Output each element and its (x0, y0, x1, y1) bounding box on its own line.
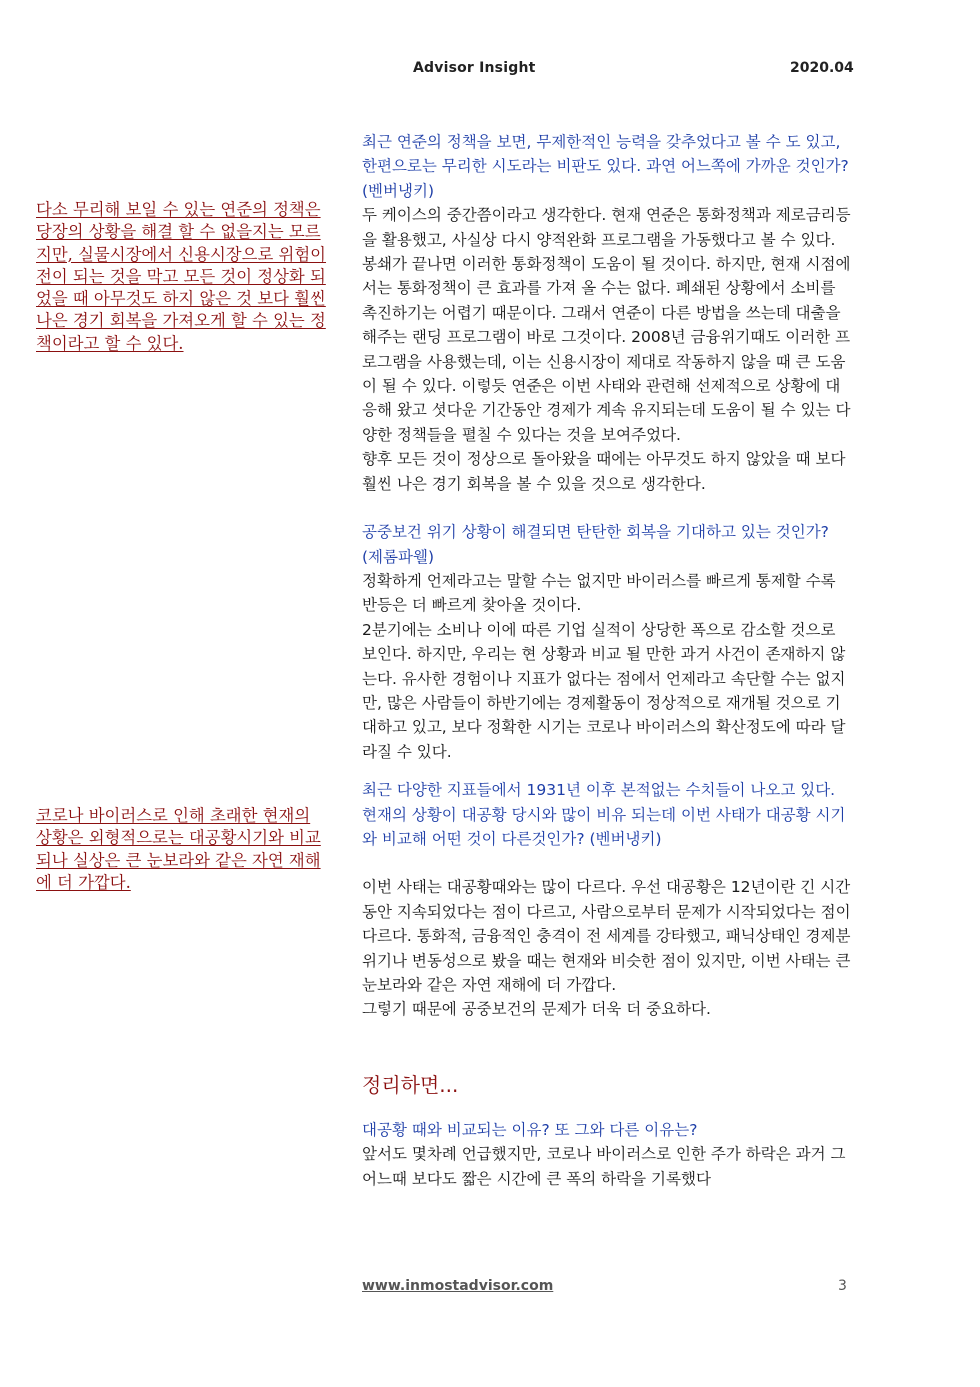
interview-question: 최근 다양한 지표들에서 1931년 이후 본적없는 수치들이 나오고 있다. 현재의 상황이 대공황 당시와 많이 비유 되는데 이번 사태가 대공황 시기와 비교해 어떤 것이 다른것인가? (벤버냉키) (362, 781, 846, 848)
qa-block-recovery (362, 520, 852, 764)
interview-answer: 두 케이스의 중간쯤이라고 생각한다. 현재 연준은 통화정책과 제로금리등을 활용했고, 사실상 다시 양적완화 프로그램을 가동했다고 볼 수 있다. 봉쇄가 끝나면 이러한 통화정책이 도움이 될 것이다. 하지만, 현재 시점에서는 통화정책이 큰 효과를 가져 올 수는 없다. 폐쇄된 상황에서 소비를 촉진하기는 어렵기 때문이다. 그래서 연준이 다른 방법을 쓰는데 대출을 해주는 랜딩 프로그램이 바로 그것이다. 2008년 금융위기때도 이러한 프로그램을 사용했는데, 이는 신용시장이 제대로 작동하지 않을 때 큰 도움이 될 수 있다. 이렇듯 연준은 이번 사태와 관련해 선제적으로 상황에 대응해 왔고 셧다운 기간동안 경제가 계속 유지되는데 도움이 될 수 있는 다양한 정책들을 펼칠 수 있다는 것을 보여주었다. (362, 206, 851, 444)
qa-block-great-depression (362, 778, 852, 1022)
summary-section (362, 1070, 852, 1191)
interview-answer: 이번 사태는 대공황때와는 많이 다르다. 우선 대공황은 12년이란 긴 시간동안 지속되었다는 점이 다르고, 사람으로부터 문제가 시작되었다는 점이 다르다. 통화적, 금융적인 충격이 전 세계를 강타했고, 패닉상태인 경제분위기나 변동성으로 봤을 때는 현재와 비슷한 점이 있지만, 이번 사태는 큰 눈보라와 같은 자연 재해에 더 가깝다. (362, 878, 851, 994)
header-date: 2020.04 (790, 60, 854, 76)
summary-answer: 앞서도 몇차례 언급했지만, 코로나 바이러스로 인한 주가 하락은 과거 그 어느때 보다도 짧은 시간에 큰 폭의 하락을 기록했다 (362, 1145, 846, 1188)
section-heading: 정리하면... (362, 1072, 459, 1097)
footer-website-link[interactable]: www.inmostadvisor.com (362, 1278, 554, 1294)
interview-question: 공중보건 위기 상황이 해결되면 탄탄한 회복을 기대하고 있는 것인가? (제롬파웰) (362, 523, 829, 566)
header-brand: Advisor Insight (413, 60, 536, 76)
interview-answer: 2분기에는 소비나 이에 따른 기업 실적이 상당한 폭으로 감소할 것으로 보인다. 하지만, 우리는 현 상황과 비교 될 만한 과거 사건이 존재하지 않는다. 유사한 경험이나 지표가 없다는 점에서 언제라고 속단할 수는 없지만, 많은 사람들이 하반기에는 경제활동이 정상적으로 재개될 것으로 기대하고 있고, 보다 정확한 시기는 코로나 바이러스의 확산정도에 따라 달라질 수 있다. (362, 620, 846, 761)
main-content (362, 130, 852, 1191)
interview-question: 최근 연준의 정책을 보면, 무제한적인 능력을 갖추었다고 볼 수 도 있고, 한편으로는 무리한 시도라는 비판도 있다. 과연 어느쪽에 가까운 것인가? (벤버냉키) (362, 133, 849, 200)
qa-block-fed-policy (362, 130, 852, 496)
interview-answer: 그렇기 때문에 공중보건의 문제가 더욱 더 중요하다. (362, 1000, 711, 1019)
interview-answer: 향후 모든 것이 정상으로 돌아왔을 때에는 아무것도 하지 않았을 때 보다 훨씬 나은 경기 회복을 볼 수 있을 것으로 생각한다. (362, 450, 846, 493)
sidebar-pull-quote: 코로나 바이러스로 인해 초래한 현재의 상황은 외형적으로는 대공황시기와 비교되나 실상은 큰 눈보라와 같은 자연 재해에 더 가깝다. (36, 806, 321, 892)
summary-question: 대공황 때와 비교되는 이유? 또 그와 다른 이유는? (362, 1120, 698, 1139)
interview-answer: 정확하게 언제라고는 말할 수는 없지만 바이러스를 빠르게 통제할 수록 반등은 더 빠르게 찾아올 것이다. (362, 571, 836, 615)
sidebar-pull-quote: 다소 무리해 보일 수 있는 연준의 정책은 당장의 상황을 해결 할 수 없을지는 모르지만, 실물시장에서 신용시장으로 위험이 전이 되는 것을 막고 모든 것이 정상화 되었을 때 아무것도 하지 않은 것 보다 훨씬 나은 경기 회복을 가져오게 할 수 있는 정책이라고 할 수 있다. (36, 200, 327, 353)
page-number: 3 (838, 1278, 847, 1294)
